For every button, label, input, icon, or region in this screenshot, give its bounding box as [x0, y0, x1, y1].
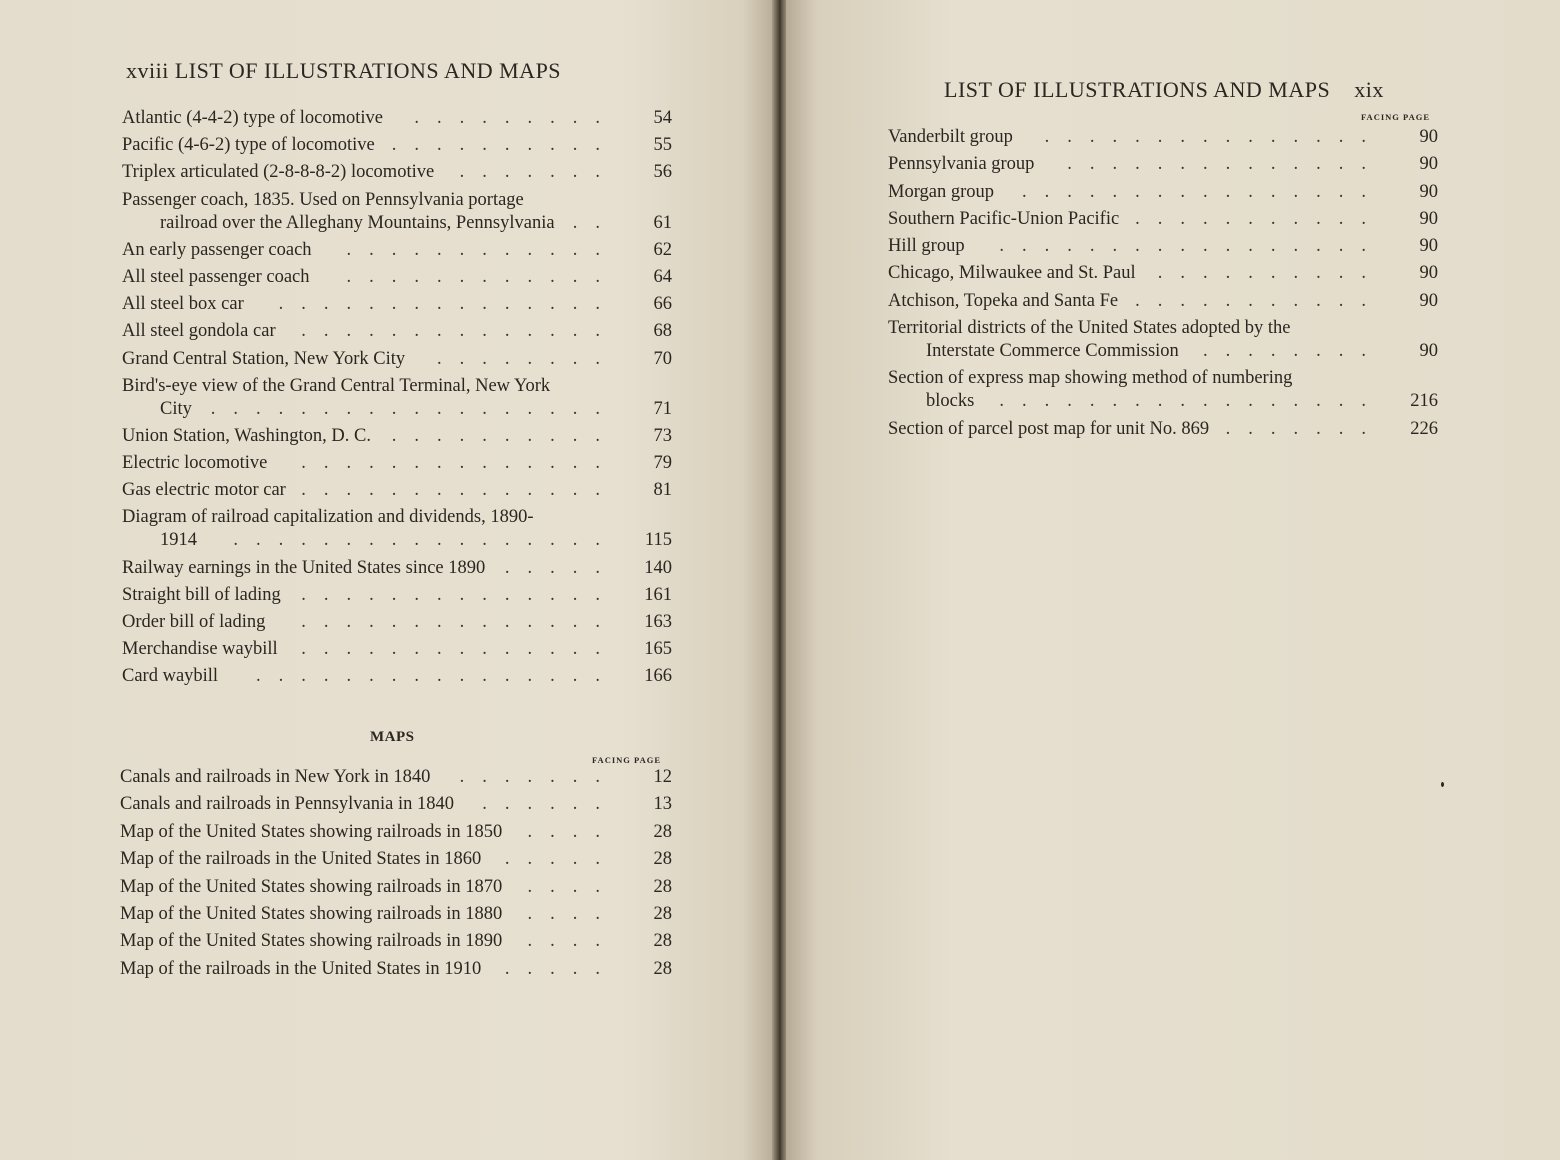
dot-leader: ....... — [459, 767, 618, 787]
entry-title: Grand Central Station, New York City — [122, 348, 406, 369]
dot-leader: ........ — [437, 348, 618, 369]
dot-leader: .............. — [301, 612, 618, 632]
entry-title: All steel box car — [122, 294, 244, 315]
maps-list — [120, 766, 672, 985]
page-number: 56 — [653, 162, 672, 183]
list-item — [122, 161, 672, 184]
list-item — [122, 584, 672, 607]
page-number: 90 — [1419, 341, 1438, 362]
list-item — [120, 958, 672, 981]
list-item — [122, 665, 672, 688]
entry-title: Railway earnings in the United States since 1890 — [122, 557, 486, 578]
page-number: 161 — [644, 584, 672, 605]
right-page — [786, 0, 1560, 1160]
list-item — [122, 425, 672, 448]
page-number: 66 — [653, 294, 672, 315]
list-item — [122, 107, 672, 130]
list-item — [120, 903, 672, 926]
page-number: 90 — [1419, 236, 1438, 257]
dot-leader: ................ — [1022, 181, 1384, 202]
list-item — [888, 235, 1438, 258]
left-running-title: LIST OF ILLUSTRATIONS AND MAPS — [174, 58, 562, 83]
list-item — [888, 367, 1438, 413]
page-number: 28 — [653, 821, 672, 842]
dot-leader: .......... — [1157, 263, 1384, 284]
entry-title: Southern Pacific-Union Pacific — [888, 208, 1120, 229]
page-number: 166 — [644, 666, 672, 687]
list-item — [122, 293, 672, 316]
dot-leader: ........... — [1135, 208, 1384, 229]
list-item — [888, 317, 1438, 363]
dot-leader: ....... — [459, 162, 618, 183]
dot-leader: .... — [527, 931, 618, 952]
ink-speck — [1441, 782, 1444, 787]
entry-title: Section of express map showing method of numbering — [888, 368, 1293, 389]
entry-title: An early passenger coach — [122, 239, 312, 260]
page-number: 71 — [653, 398, 672, 419]
list-item — [120, 766, 672, 789]
dot-leader: .................. — [210, 398, 618, 419]
list-item — [122, 479, 672, 502]
list-item — [120, 930, 672, 953]
entry-title: Morgan group — [888, 181, 995, 202]
right-maps-list — [888, 126, 1438, 445]
page-number: 90 — [1419, 263, 1438, 284]
entry-title: All steel gondola car — [122, 321, 276, 342]
right-folio: xix — [1354, 77, 1384, 102]
dot-leader: .............. — [1067, 154, 1384, 175]
dot-leader: ....... — [1225, 418, 1384, 439]
dot-leader: ................. — [999, 236, 1384, 257]
entry-title: Pennsylvania group — [888, 154, 1035, 175]
dot-leader: ..... — [504, 557, 618, 578]
entry-title: Straight bill of lading — [122, 584, 281, 605]
entry-title: Passenger coach, 1835. Used on Pennsylvania portage — [122, 189, 524, 210]
left-facing-page-heading: FACING PAGE — [592, 755, 662, 765]
dot-leader: ............ — [346, 239, 618, 260]
list-item — [120, 848, 672, 871]
page-number: 79 — [653, 453, 672, 474]
entry-title: Atlantic (4-4-2) type of locomotive — [122, 108, 383, 128]
list-item — [122, 189, 672, 235]
page-number: 28 — [653, 931, 672, 952]
page-number: 64 — [653, 266, 672, 287]
page-number: 55 — [653, 135, 672, 156]
page-number: 12 — [653, 767, 672, 787]
dot-leader: ................ — [256, 666, 618, 687]
entry-title: Map of the United States showing railroads in 1850 — [120, 821, 503, 842]
page-number: 28 — [653, 903, 672, 924]
list-item — [122, 638, 672, 661]
dot-leader: ......... — [414, 108, 618, 128]
entry-title: Diagram of railroad capitalization and dividends, 1890- — [122, 507, 534, 528]
entry-title-continued: blocks — [926, 391, 975, 412]
page-number: 73 — [653, 425, 672, 446]
entry-title: Map of the railroads in the United States in 1910 — [120, 958, 482, 979]
list-item — [122, 134, 672, 157]
entry-title: Gas electric motor car — [122, 480, 286, 501]
dot-leader: .......... — [391, 425, 618, 446]
dot-leader: ...... — [482, 794, 618, 815]
page-number: 216 — [1410, 391, 1438, 412]
list-item — [122, 611, 672, 634]
entry-title: Atchison, Topeka and Santa Fe — [888, 290, 1119, 311]
page-number: 54 — [653, 108, 672, 128]
entry-title-continued: City — [160, 398, 192, 419]
dot-leader: ............... — [1044, 127, 1384, 147]
list-item — [888, 153, 1438, 176]
entry-title: Territorial districts of the United States adopted by the — [888, 318, 1291, 339]
list-item — [888, 181, 1438, 204]
entry-title: Section of parcel post map for unit No. 869 — [888, 418, 1210, 439]
entry-title: Electric locomotive — [122, 453, 268, 474]
page-number: 68 — [653, 321, 672, 342]
page-number: 90 — [1419, 154, 1438, 175]
page-number: 140 — [644, 557, 672, 578]
page-number: 90 — [1419, 290, 1438, 311]
list-item — [888, 262, 1438, 285]
dot-leader: ..... — [504, 849, 618, 870]
list-item — [888, 290, 1438, 313]
page-number: 165 — [644, 639, 672, 660]
dot-leader: .. — [572, 212, 618, 233]
entry-title: Map of the United States showing railroads in 1870 — [120, 876, 503, 897]
entry-title: Chicago, Milwaukee and St. Paul — [888, 263, 1136, 284]
list-item — [120, 793, 672, 816]
entry-title: Map of the United States showing railroads in 1890 — [120, 931, 503, 952]
list-item — [122, 506, 672, 552]
maps-section-title: MAPS — [370, 729, 415, 745]
list-item — [888, 208, 1438, 231]
dot-leader: .... — [527, 876, 618, 897]
entry-title: Bird's-eye view of the Grand Central Terminal, New York — [122, 375, 551, 396]
entry-title: Vanderbilt group — [888, 127, 1013, 147]
page-number: 90 — [1419, 127, 1438, 147]
page-number: 81 — [653, 480, 672, 501]
page-number: 90 — [1419, 208, 1438, 229]
entry-title: Order bill of lading — [122, 612, 266, 632]
dot-leader: .... — [527, 903, 618, 924]
dot-leader: .............. — [301, 453, 618, 474]
entry-title-continued: Interstate Commerce Commission — [926, 341, 1179, 362]
dot-leader: .............. — [301, 639, 618, 660]
page-number: 28 — [653, 958, 672, 979]
dot-leader: ................. — [233, 530, 618, 551]
page-number: 13 — [653, 794, 672, 815]
list-item — [122, 320, 672, 343]
entry-title: Union Station, Washington, D. C. — [122, 425, 371, 446]
entry-title: Hill group — [888, 236, 965, 257]
list-item — [122, 452, 672, 475]
list-item — [122, 266, 672, 289]
right-facing-page-heading: FACING PAGE — [1361, 112, 1431, 122]
right-running-title: LIST OF ILLUSTRATIONS AND MAPS — [944, 77, 1331, 102]
right-running-head — [944, 77, 1384, 103]
entry-title: Map of the railroads in the United States in 1860 — [120, 849, 482, 870]
page-number: 115 — [644, 530, 672, 551]
list-item — [122, 375, 672, 421]
left-running-head — [126, 58, 561, 84]
dot-leader: .... — [527, 821, 618, 842]
dot-leader: .......... — [391, 135, 618, 156]
page-number: 62 — [653, 239, 672, 260]
page-number: 163 — [644, 612, 672, 632]
page-number: 226 — [1410, 418, 1438, 439]
list-item — [888, 418, 1438, 441]
dot-leader: .............. — [301, 584, 618, 605]
list-item — [122, 348, 672, 371]
entry-title: Canals and railroads in New York in 1840 — [120, 767, 431, 787]
dot-leader: ........... — [1135, 290, 1384, 311]
entry-title: Merchandise waybill — [122, 639, 278, 660]
list-item — [120, 821, 672, 844]
page-number: 90 — [1419, 181, 1438, 202]
dot-leader: ............... — [278, 294, 618, 315]
entry-title-continued: railroad over the Alleghany Mountains, Pennsylvania — [160, 212, 555, 233]
left-page — [0, 0, 774, 1160]
dot-leader: ........ — [1203, 341, 1384, 362]
dot-leader: ............ — [346, 266, 618, 287]
entry-title: Card waybill — [122, 666, 219, 687]
page-number: 28 — [653, 849, 672, 870]
entry-title: Pacific (4-6-2) type of locomotive — [122, 135, 375, 156]
list-item — [120, 876, 672, 899]
entry-title: Canals and railroads in Pennsylvania in 1840 — [120, 794, 454, 815]
entry-title: All steel passenger coach — [122, 266, 310, 287]
dot-leader: .............. — [301, 321, 618, 342]
dot-leader: .............. — [301, 480, 618, 501]
entry-title: Triplex articulated (2-8-8-8-2) locomotive — [122, 162, 435, 183]
left-folio: xviii — [126, 58, 169, 83]
entry-title-continued: 1914 — [160, 530, 197, 551]
page-number: 61 — [653, 212, 672, 233]
entry-title: Map of the United States showing railroads in 1880 — [120, 903, 503, 924]
dot-leader: ................. — [999, 391, 1384, 412]
list-item — [122, 557, 672, 580]
page-number: 70 — [653, 348, 672, 369]
list-item — [888, 126, 1438, 149]
illustrations-list — [122, 107, 672, 693]
dot-leader: ..... — [504, 958, 618, 979]
page-number: 28 — [653, 876, 672, 897]
list-item — [122, 239, 672, 262]
